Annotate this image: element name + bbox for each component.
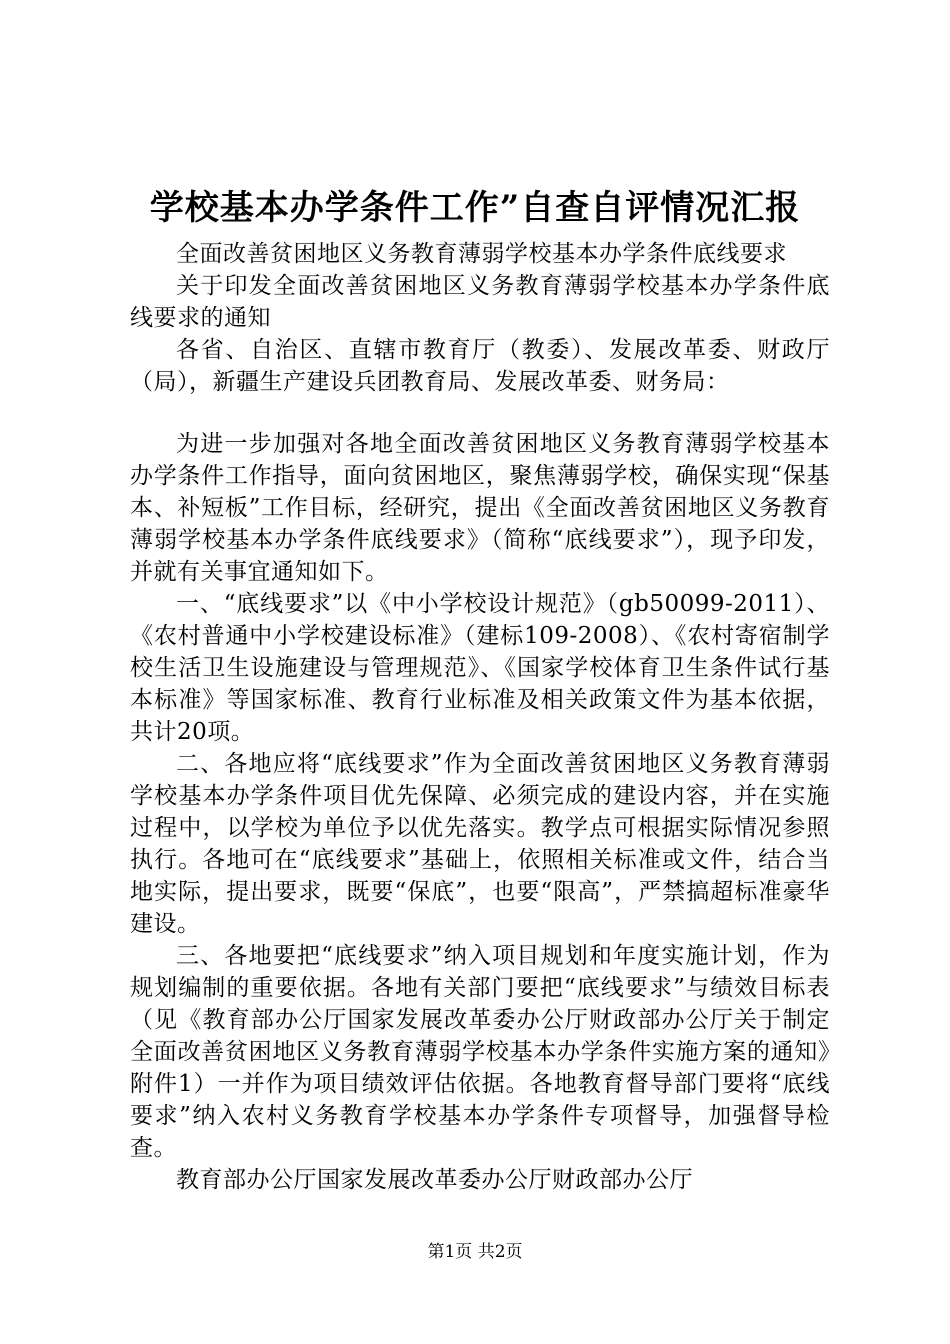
- document-title: 学校基本办学条件工作”自查自评情况汇报: [149, 188, 801, 228]
- paragraph-item-2: 二、各地应将“底线要求”作为全面改善贫困地区义务教育薄弱学校基本办学条件项目优先保障、必须完成的建设内容，并在实施过程中，以学校为单位予以优先落实。教学点可根据实际情况参照执行。各地可在“底线要求”基础上，依照相关标准或文件，结合当地实际，提出要求，既要“保底”，也要“限高”，严禁搞超标准豪华建设。: [130, 751, 830, 937]
- paragraph-intro: 为进一步加强对各地全面改善贫困地区义务教育薄弱学校基本办学条件工作指导，面向贫困地区，聚焦薄弱学校，确保实现“保基本、补短板”工作目标，经研究，提出《全面改善贫困地区义务教育薄弱学校基本办学条件底线要求》（简称“底线要求”），现予印发，并就有关事宜通知如下。: [130, 431, 830, 585]
- paragraph-item-3: 三、各地要把“底线要求”纳入项目规划和年度实施计划，作为规划编制的重要依据。各地有关部门要把“底线要求”与绩效目标表（见《教育部办公厅国家发展改革委办公厅财政部办公厅关于制定全面改善贫困地区义务教育薄弱学校基本办学条件实施方案的通知》附件1）一并作为项目绩效评估依据。各地教育督导部门要将“底线要求”纳入农村义务教育学校基本办学条件专项督导，加强督导检查。: [130, 943, 830, 1161]
- page-indicator: 第1页 共2页: [427, 1242, 523, 1262]
- paragraph-signature: 教育部办公厅国家发展改革委办公厅财政部办公厅: [176, 1167, 693, 1193]
- blank-line: [130, 398, 830, 428]
- paragraph-heading: 全面改善贫困地区义务教育薄弱学校基本办学条件底线要求: [176, 241, 787, 267]
- document-body: [130, 238, 830, 1196]
- paragraph-notice-title: 关于印发全面改善贫困地区义务教育薄弱学校基本办学条件底线要求的通知: [130, 273, 830, 331]
- paragraph-recipients: 各省、自治区、直辖市教育厅（教委）、发展改革委、财政厅（局），新疆生产建设兵团教育局、发展改革委、财务局：: [130, 337, 830, 395]
- paragraph-item-1: 一、“底线要求”以《中小学校设计规范》（gb50099-2011）、《农村普通中小学校建设标准》（建标109-2008）、《农村寄宿制学校生活卫生设施建设与管理规范》、《国家学校体育卫生条件试行基本标准》等国家标准、教育行业标准及相关政策文件为基本依据，共计20项。: [130, 591, 830, 745]
